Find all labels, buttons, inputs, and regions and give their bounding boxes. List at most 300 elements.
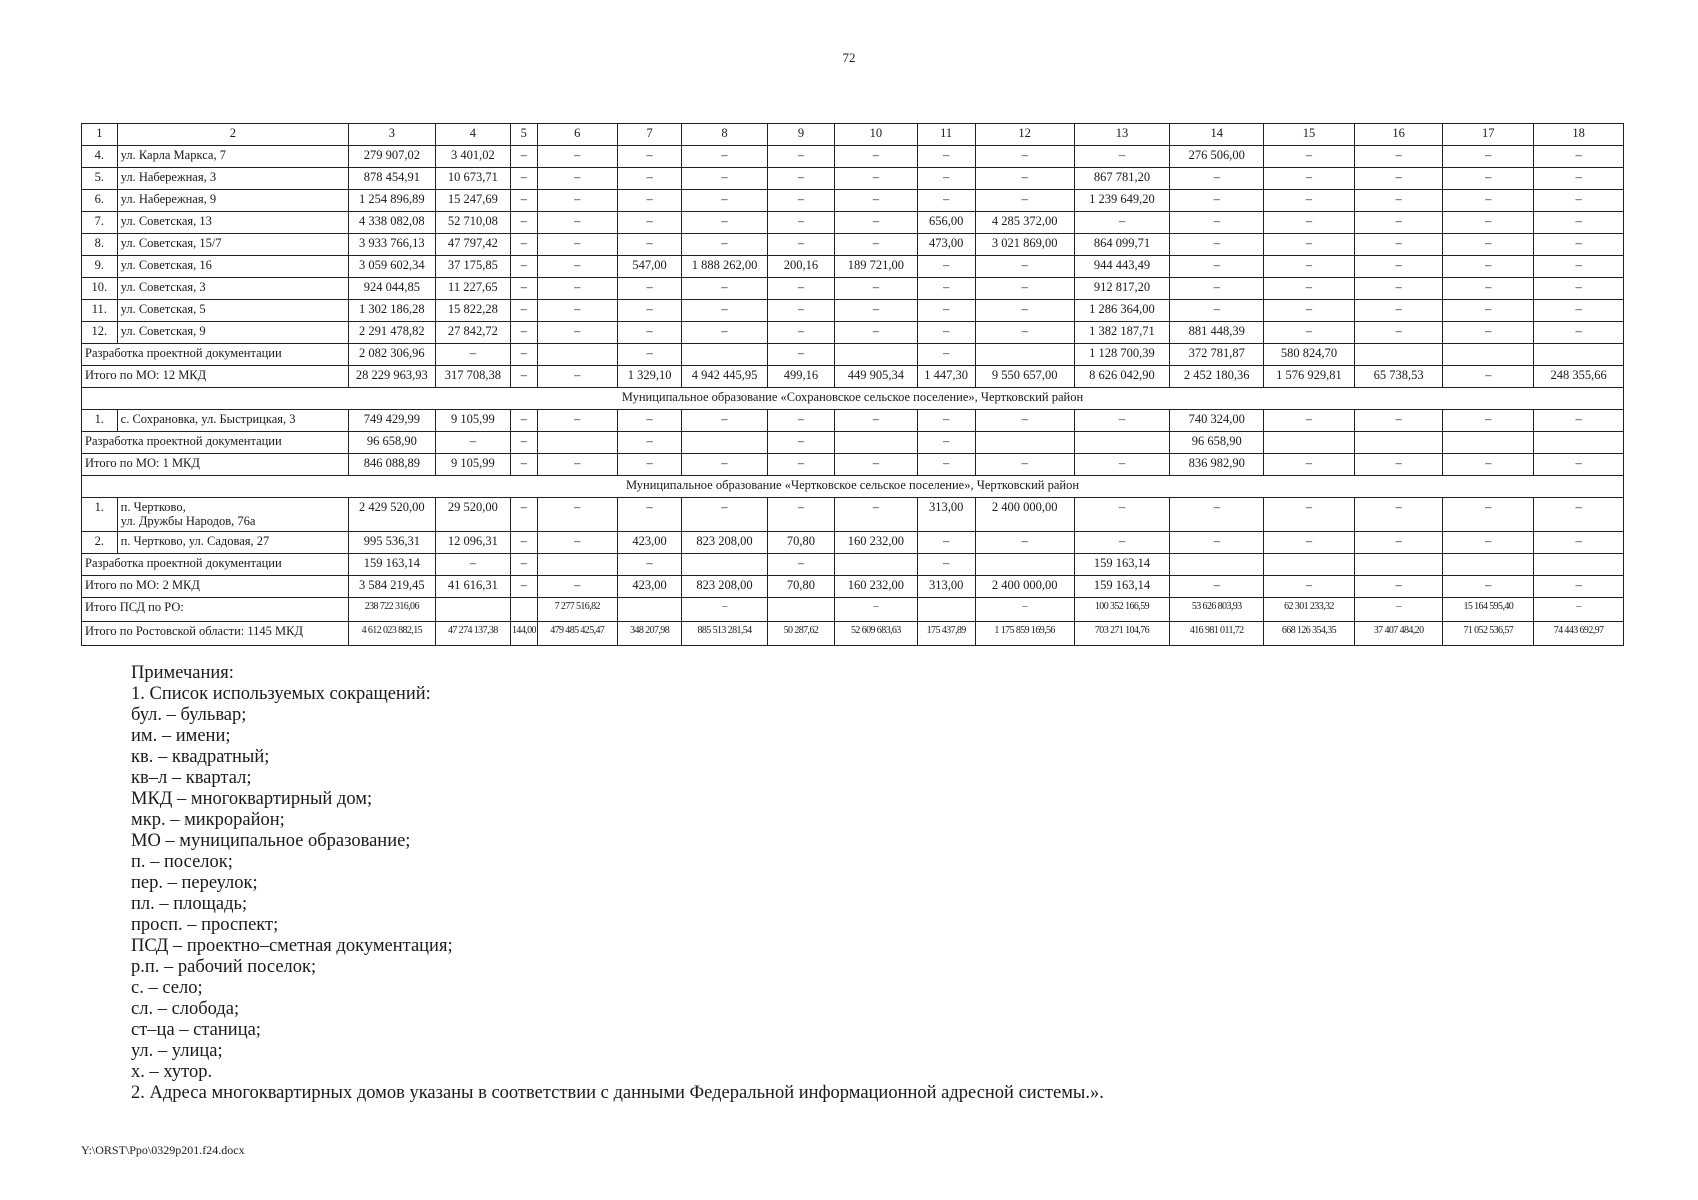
value-cell: 9 105,99	[435, 454, 510, 476]
abbreviation-item: им. – имени;	[131, 726, 231, 746]
value-cell: –	[1443, 212, 1534, 234]
value-cell: –	[435, 553, 510, 575]
value-cell: –	[767, 234, 834, 256]
abbreviation-item: ул. – улица;	[131, 1041, 223, 1061]
value-cell: 547,00	[618, 256, 682, 278]
value-cell: –	[1354, 410, 1443, 432]
value-cell: 159 163,14	[1074, 553, 1170, 575]
value-cell: –	[1354, 300, 1443, 322]
value-cell: –	[1354, 168, 1443, 190]
value-cell: –	[1534, 531, 1624, 553]
value-cell: –	[1170, 498, 1264, 532]
value-cell: 70,80	[767, 531, 834, 553]
value-cell: –	[917, 410, 975, 432]
value-cell	[835, 344, 918, 366]
summary-row	[82, 621, 1624, 645]
value-cell: –	[511, 256, 537, 278]
address-cell: п. Чертково, ул. Дружбы Народов, 76а	[117, 498, 348, 532]
value-cell: –	[682, 146, 768, 168]
value-cell: –	[511, 278, 537, 300]
row-label: Разработка проектной документации	[82, 553, 349, 575]
value-cell: –	[975, 278, 1074, 300]
address-cell: п. Чертково, ул. Садовая, 27	[117, 531, 348, 553]
value-cell: –	[1443, 575, 1534, 597]
value-cell	[1354, 553, 1443, 575]
abbreviation-item: кв. – квадратный;	[131, 747, 270, 767]
value-cell: –	[1264, 212, 1355, 234]
value-cell: 313,00	[917, 498, 975, 532]
address-cell: ул. Советская, 9	[117, 322, 348, 344]
value-cell: –	[537, 300, 618, 322]
value-cell: –	[511, 146, 537, 168]
row-number: 7.	[82, 212, 118, 234]
value-cell: –	[682, 190, 768, 212]
value-cell: –	[975, 168, 1074, 190]
value-cell: 96 658,90	[349, 432, 436, 454]
value-cell: –	[537, 454, 618, 476]
abbreviation-item: МО – муниципальное образование;	[131, 831, 411, 851]
value-cell: 864 099,71	[1074, 234, 1170, 256]
value-cell: –	[767, 278, 834, 300]
value-cell	[1443, 553, 1534, 575]
value-cell: 912 817,20	[1074, 278, 1170, 300]
value-cell	[975, 344, 1074, 366]
value-cell: 52 609 683,63	[835, 621, 918, 645]
row-label: Разработка проектной документации	[82, 344, 349, 366]
table-row	[82, 531, 1624, 553]
value-cell: 1 254 896,89	[349, 190, 436, 212]
header-cell: 12	[975, 124, 1074, 146]
summary-row	[82, 575, 1624, 597]
section-title: Муниципальное образование «Сохрановское сельское поселение», Чертковский район	[82, 388, 1624, 410]
summary-row	[82, 432, 1624, 454]
value-cell: 47 274 137,38	[435, 621, 510, 645]
value-cell: –	[1170, 278, 1264, 300]
abbreviation-item: мкр. – микрорайон;	[131, 810, 285, 830]
value-cell: 4 285 372,00	[975, 212, 1074, 234]
value-cell: –	[511, 432, 537, 454]
value-cell: –	[1264, 256, 1355, 278]
value-cell: 995 536,31	[349, 531, 436, 553]
value-cell: –	[767, 300, 834, 322]
value-cell: –	[1264, 531, 1355, 553]
value-cell: –	[537, 190, 618, 212]
value-cell: –	[1264, 168, 1355, 190]
value-cell: –	[1264, 575, 1355, 597]
value-cell: 37 407 484,20	[1354, 621, 1443, 645]
value-cell: –	[975, 322, 1074, 344]
value-cell: –	[1170, 190, 1264, 212]
table-row	[82, 256, 1624, 278]
value-cell: –	[682, 454, 768, 476]
value-cell: –	[1074, 410, 1170, 432]
value-cell: –	[1443, 146, 1534, 168]
value-cell: 881 448,39	[1170, 322, 1264, 344]
value-cell: 348 207,98	[618, 621, 682, 645]
summary-row	[82, 553, 1624, 575]
value-cell: –	[1534, 410, 1624, 432]
value-cell: 823 208,00	[682, 575, 768, 597]
value-cell: 749 429,99	[349, 410, 436, 432]
value-cell: –	[1354, 597, 1443, 621]
abbreviation-item: просп. – проспект;	[131, 915, 279, 935]
value-cell: 10 673,71	[435, 168, 510, 190]
value-cell: –	[511, 498, 537, 532]
value-cell: –	[1354, 575, 1443, 597]
value-cell: –	[1534, 498, 1624, 532]
value-cell: –	[537, 146, 618, 168]
value-cell	[1534, 344, 1624, 366]
value-cell: 159 163,14	[1074, 575, 1170, 597]
value-cell: 1 128 700,39	[1074, 344, 1170, 366]
value-cell: –	[1443, 300, 1534, 322]
value-cell: –	[1354, 278, 1443, 300]
value-cell: –	[1534, 190, 1624, 212]
value-cell: 144,00	[511, 621, 537, 645]
value-cell: –	[435, 344, 510, 366]
value-cell: 885 513 281,54	[682, 621, 768, 645]
value-cell: –	[975, 146, 1074, 168]
table-row	[82, 212, 1624, 234]
row-label: Итого по Ростовской области: 1145 МКД	[82, 621, 349, 645]
abbreviation-item: р.п. – рабочий поселок;	[131, 957, 317, 977]
value-cell: 423,00	[618, 575, 682, 597]
section-row	[82, 476, 1624, 498]
value-cell: –	[1074, 146, 1170, 168]
value-cell: 4 338 082,08	[349, 212, 436, 234]
abbreviation-item: х. – хутор.	[131, 1062, 213, 1082]
page-number: 72	[842, 50, 856, 65]
value-cell	[1534, 432, 1624, 454]
value-cell: –	[1074, 212, 1170, 234]
value-cell: –	[618, 212, 682, 234]
value-cell: –	[835, 597, 918, 621]
value-cell: –	[1443, 278, 1534, 300]
header-cell: 10	[835, 124, 918, 146]
value-cell: –	[511, 575, 537, 597]
header-cell: 8	[682, 124, 768, 146]
value-cell: –	[975, 190, 1074, 212]
value-cell	[835, 553, 918, 575]
value-cell: –	[1264, 322, 1355, 344]
value-cell: 7 277 516,82	[537, 597, 618, 621]
value-cell: –	[1443, 190, 1534, 212]
value-cell: 2 400 000,00	[975, 575, 1074, 597]
value-cell: –	[1443, 322, 1534, 344]
value-cell: 2 291 478,82	[349, 322, 436, 344]
value-cell	[767, 597, 834, 621]
value-cell: 15 822,28	[435, 300, 510, 322]
value-cell	[1534, 553, 1624, 575]
value-cell: –	[1264, 146, 1355, 168]
value-cell: –	[618, 553, 682, 575]
value-cell: –	[682, 410, 768, 432]
notes-section	[131, 663, 1581, 1104]
value-cell: –	[618, 454, 682, 476]
value-cell: –	[682, 300, 768, 322]
summary-row	[82, 366, 1624, 388]
value-cell: –	[1534, 575, 1624, 597]
value-cell: –	[537, 575, 618, 597]
value-cell: –	[1443, 168, 1534, 190]
value-cell: 580 824,70	[1264, 344, 1355, 366]
value-cell: 479 485 425,47	[537, 621, 618, 645]
table-row	[82, 410, 1624, 432]
value-cell	[537, 553, 618, 575]
summary-row	[82, 597, 1624, 621]
value-cell: –	[835, 234, 918, 256]
value-cell	[511, 597, 537, 621]
value-cell: –	[975, 454, 1074, 476]
value-cell: 8 626 042,90	[1074, 366, 1170, 388]
value-cell: –	[917, 278, 975, 300]
value-cell: –	[1354, 498, 1443, 532]
table-row	[82, 146, 1624, 168]
value-cell	[975, 553, 1074, 575]
value-cell: –	[767, 344, 834, 366]
value-cell: –	[917, 531, 975, 553]
value-cell: –	[835, 146, 918, 168]
value-cell: 52 710,08	[435, 212, 510, 234]
value-cell: –	[511, 531, 537, 553]
abbreviation-item: пл. – площадь;	[131, 894, 248, 914]
row-label: Итого по МО: 12 МКД	[82, 366, 349, 388]
value-cell: –	[1443, 256, 1534, 278]
value-cell: 944 443,49	[1074, 256, 1170, 278]
value-cell	[1443, 432, 1534, 454]
value-cell: 276 506,00	[1170, 146, 1264, 168]
value-cell: –	[835, 498, 918, 532]
address-cell: ул. Советская, 15/7	[117, 234, 348, 256]
value-cell: 924 044,85	[349, 278, 436, 300]
value-cell: –	[1534, 234, 1624, 256]
value-cell: –	[682, 168, 768, 190]
value-cell: 823 208,00	[682, 531, 768, 553]
value-cell: –	[537, 498, 618, 532]
section-title: Муниципальное образование «Чертковское сельское поселение», Чертковский район	[82, 476, 1624, 498]
value-cell: –	[835, 278, 918, 300]
value-cell: 28 229 963,93	[349, 366, 436, 388]
header-cell: 7	[618, 124, 682, 146]
value-cell: 71 052 536,57	[1443, 621, 1534, 645]
value-cell: –	[835, 300, 918, 322]
value-cell: 740 324,00	[1170, 410, 1264, 432]
value-cell: –	[1534, 322, 1624, 344]
value-cell	[537, 432, 618, 454]
value-cell: –	[917, 553, 975, 575]
value-cell	[682, 432, 768, 454]
value-cell: 3 401,02	[435, 146, 510, 168]
value-cell: –	[537, 410, 618, 432]
value-cell: –	[618, 300, 682, 322]
abbreviation-list	[131, 705, 1581, 1083]
value-cell: 1 382 187,71	[1074, 322, 1170, 344]
notes-point-2: 2. Адреса многоквартирных домов указаны в соответствии с данными Федеральной информационной адресной системы.».	[131, 1083, 1104, 1103]
value-cell: 248 355,66	[1534, 366, 1624, 388]
header-cell: 14	[1170, 124, 1264, 146]
value-cell: –	[511, 190, 537, 212]
value-cell: –	[917, 454, 975, 476]
table-row	[82, 234, 1624, 256]
value-cell: –	[435, 432, 510, 454]
value-cell: –	[511, 366, 537, 388]
value-cell: –	[835, 190, 918, 212]
value-cell: –	[767, 322, 834, 344]
value-cell: –	[835, 454, 918, 476]
value-cell: 74 443 692,97	[1534, 621, 1624, 645]
value-cell	[917, 597, 975, 621]
value-cell: 65 738,53	[1354, 366, 1443, 388]
value-cell: –	[537, 366, 618, 388]
value-cell: –	[618, 190, 682, 212]
value-cell: –	[1264, 278, 1355, 300]
row-label: Итого по МО: 1 МКД	[82, 454, 349, 476]
value-cell: 189 721,00	[835, 256, 918, 278]
value-cell: 423,00	[618, 531, 682, 553]
value-cell: 2 452 180,36	[1170, 366, 1264, 388]
value-cell: –	[511, 410, 537, 432]
row-label: Разработка проектной документации	[82, 432, 349, 454]
value-cell: –	[618, 168, 682, 190]
value-cell: 27 842,72	[435, 322, 510, 344]
header-cell: 9	[767, 124, 834, 146]
value-cell: 1 175 859 169,56	[975, 621, 1074, 645]
address-cell: ул. Карла Маркса, 7	[117, 146, 348, 168]
address-cell: ул. Советская, 13	[117, 212, 348, 234]
value-cell: 668 126 354,35	[1264, 621, 1355, 645]
row-label: Итого по МО: 2 МКД	[82, 575, 349, 597]
header-cell: 11	[917, 124, 975, 146]
value-cell: –	[1264, 498, 1355, 532]
value-cell: 416 981 011,72	[1170, 621, 1264, 645]
value-cell: 9 105,99	[435, 410, 510, 432]
summary-row	[82, 454, 1624, 476]
header-cell: 15	[1264, 124, 1355, 146]
abbreviation-item: бул. – бульвар;	[131, 705, 247, 725]
value-cell: 15 164 595,40	[1443, 597, 1534, 621]
value-cell: –	[1170, 168, 1264, 190]
value-cell: 9 550 657,00	[975, 366, 1074, 388]
abbreviation-item: с. – село;	[131, 978, 203, 998]
value-cell: 4 942 445,95	[682, 366, 768, 388]
value-cell: 1 239 649,20	[1074, 190, 1170, 212]
address-cell: ул. Советская, 16	[117, 256, 348, 278]
value-cell: –	[767, 190, 834, 212]
header-cell: 3	[349, 124, 436, 146]
value-cell: 1 329,10	[618, 366, 682, 388]
value-cell: 37 175,85	[435, 256, 510, 278]
value-cell: –	[1534, 278, 1624, 300]
value-cell: 317 708,38	[435, 366, 510, 388]
value-cell: –	[1354, 234, 1443, 256]
value-cell: –	[511, 168, 537, 190]
value-cell: –	[835, 168, 918, 190]
abbreviation-item: ст–ца – станица;	[131, 1020, 261, 1040]
value-cell	[682, 344, 768, 366]
address-cell: с. Сохрановка, ул. Быстрицкая, 3	[117, 410, 348, 432]
value-cell: –	[618, 344, 682, 366]
value-cell: 279 907,02	[349, 146, 436, 168]
value-cell: –	[511, 454, 537, 476]
value-cell	[1074, 432, 1170, 454]
value-cell: 313,00	[917, 575, 975, 597]
value-cell: –	[1354, 322, 1443, 344]
value-cell: 449 905,34	[835, 366, 918, 388]
value-cell	[537, 344, 618, 366]
value-cell: 1 576 929,81	[1264, 366, 1355, 388]
value-cell: 15 247,69	[435, 190, 510, 212]
value-cell: –	[1534, 300, 1624, 322]
value-cell: –	[1170, 531, 1264, 553]
value-cell: –	[682, 234, 768, 256]
address-cell: ул. Советская, 5	[117, 300, 348, 322]
value-cell: –	[1443, 454, 1534, 476]
value-cell: –	[767, 553, 834, 575]
value-cell: –	[1170, 300, 1264, 322]
notes-title: Примечания:	[131, 663, 234, 683]
header-cell: 2	[117, 124, 348, 146]
value-cell: –	[1264, 190, 1355, 212]
value-cell: –	[1264, 234, 1355, 256]
value-cell	[1354, 344, 1443, 366]
value-cell: 499,16	[767, 366, 834, 388]
value-cell: –	[917, 256, 975, 278]
table-row	[82, 498, 1624, 532]
value-cell: –	[975, 597, 1074, 621]
value-cell: –	[1534, 212, 1624, 234]
value-cell: 2 429 520,00	[349, 498, 436, 532]
value-cell: –	[1443, 531, 1534, 553]
row-label: Итого ПСД по РО:	[82, 597, 349, 621]
value-cell: –	[835, 322, 918, 344]
value-cell: 836 982,90	[1170, 454, 1264, 476]
data-table	[81, 123, 1624, 646]
value-cell	[835, 432, 918, 454]
value-cell: –	[682, 498, 768, 532]
value-cell: –	[1354, 212, 1443, 234]
value-cell: –	[1170, 212, 1264, 234]
value-cell: 159 163,14	[349, 553, 436, 575]
value-cell: –	[511, 300, 537, 322]
value-cell: 3 059 602,34	[349, 256, 436, 278]
value-cell: –	[618, 498, 682, 532]
value-cell: –	[1354, 190, 1443, 212]
value-cell: –	[917, 432, 975, 454]
value-cell: –	[511, 212, 537, 234]
header-cell: 18	[1534, 124, 1624, 146]
value-cell: –	[682, 597, 768, 621]
abbreviation-item: МКД – многоквартирный дом;	[131, 789, 373, 809]
value-cell: –	[537, 278, 618, 300]
value-cell: –	[1264, 410, 1355, 432]
value-cell: 1 447,30	[917, 366, 975, 388]
value-cell: –	[1534, 454, 1624, 476]
table-row	[82, 300, 1624, 322]
value-cell: –	[1534, 256, 1624, 278]
value-cell: –	[537, 212, 618, 234]
header-cell: 13	[1074, 124, 1170, 146]
value-cell: –	[537, 168, 618, 190]
value-cell: –	[1443, 366, 1534, 388]
row-number: 2.	[82, 531, 118, 553]
value-cell: 2 082 306,96	[349, 344, 436, 366]
value-cell: –	[917, 168, 975, 190]
value-cell: –	[1534, 597, 1624, 621]
value-cell: –	[835, 212, 918, 234]
value-cell: 175 437,89	[917, 621, 975, 645]
row-number: 8.	[82, 234, 118, 256]
value-cell: –	[1354, 531, 1443, 553]
